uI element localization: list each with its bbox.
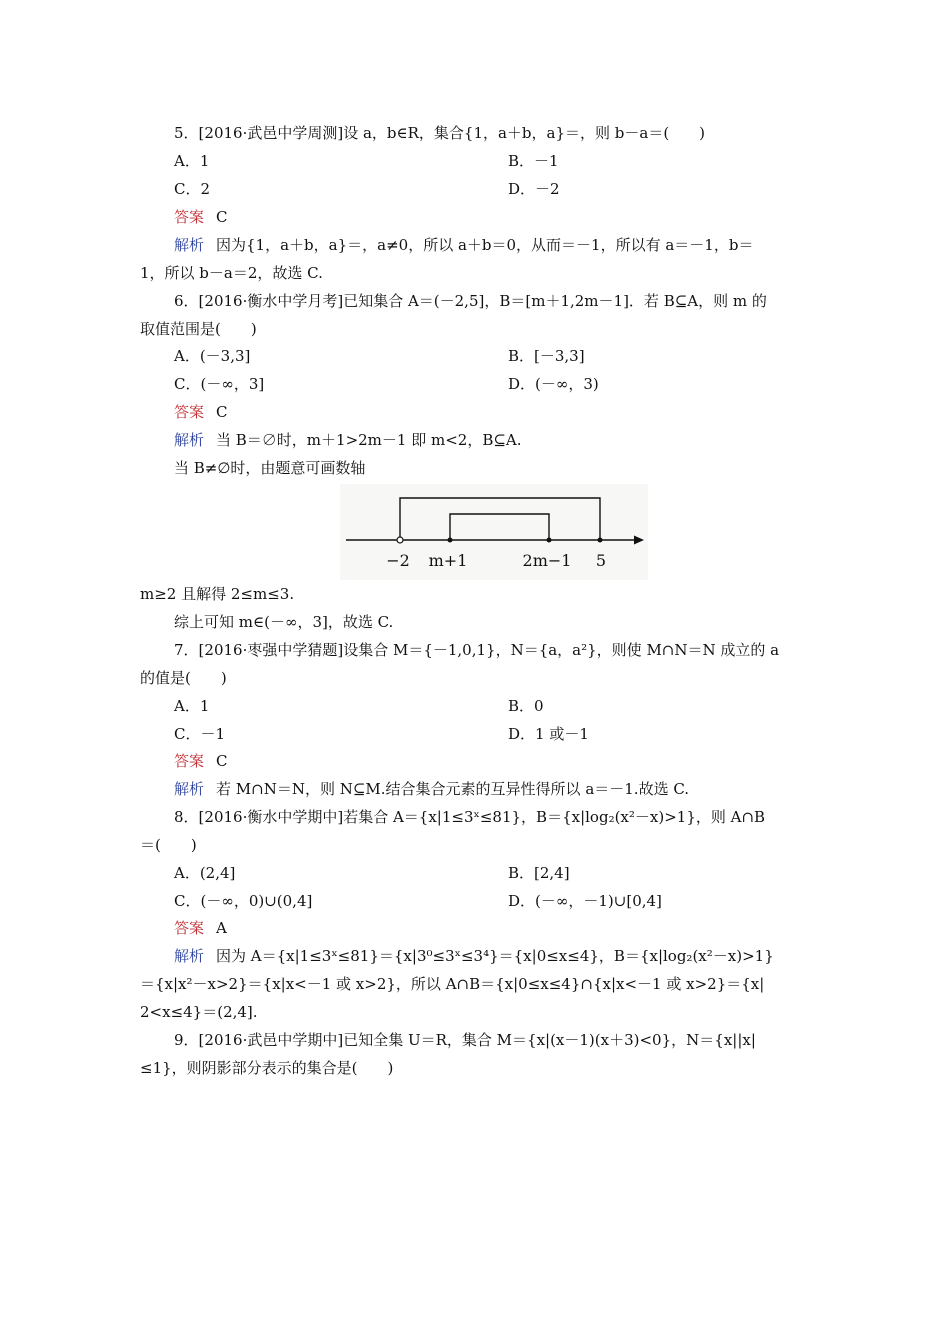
q8-option-a: A．(2,4]: [174, 864, 236, 882]
q6-stem-line-2: 取值范围是( ): [140, 320, 257, 338]
q8-analysis-line-1: [174, 946, 774, 966]
analysis-text: 因为 A＝{x|1≤3ˣ≤81}＝{x|3⁰≤3ˣ≤3⁴}＝{x|0≤x≤4}，B＝{x|log₂(x²－x)>1}: [216, 947, 774, 965]
q8-analysis-line-3: 2<x≤4}＝(2,4].: [140, 1003, 258, 1021]
label-minus2: −2: [386, 551, 410, 570]
point-5: [598, 538, 603, 543]
q5-analysis-line-1: [174, 235, 753, 255]
analysis-text: 若 M∩N＝N，则 N⊆M.结合集合元素的互异性得所以 a＝－1.故选 C.: [216, 780, 690, 798]
analysis-label: 解析: [174, 947, 205, 965]
analysis-label: 解析: [174, 431, 205, 449]
point-m-plus-1: [448, 538, 453, 543]
q7-stem-line-2: 的值是( ): [140, 669, 227, 687]
q9-stem-line-1: 9．[2016·武邑中学期中]已知全集 U＝R，集合 M＝{x|(x－1)(x＋3)<0}，N＝{x||x|: [174, 1031, 756, 1049]
analysis-label: 解析: [174, 236, 205, 254]
q5-answer: [174, 207, 228, 227]
answer-label: 答案: [174, 752, 205, 770]
label-m-plus-1: m+1: [428, 551, 468, 570]
answer-label: 答案: [174, 208, 205, 226]
open-point-minus2: [397, 537, 403, 543]
label-5: 5: [595, 551, 607, 570]
q6-option-a: A．(－3,3]: [174, 347, 251, 365]
q5-option-d: D．－2: [508, 180, 560, 198]
q5-analysis-line-2: 1，所以 b－a＝2，故选 C.: [140, 264, 323, 282]
answer-label: 答案: [174, 403, 205, 421]
q5-option-c: C．2: [174, 180, 211, 198]
q8-option-b: B．[2,4]: [508, 864, 570, 882]
q8-option-d: D．(－∞，－1)∪[0,4]: [508, 892, 662, 910]
q7-stem-line-1: 7．[2016·枣强中学猜题]设集合 M＝{－1,0,1}，N＝{a，a²}，则使 M∩N＝N 成立的 a: [174, 641, 780, 659]
q8-option-c: C．(－∞，0)∪(0,4]: [174, 892, 313, 910]
q5-option-b: B．－1: [508, 152, 559, 170]
q5-stem: 5．[2016·武邑中学周测]设 a，b∈R，集合{1，a＋b，a}＝，则 b－a＝( ): [174, 124, 706, 142]
q7-option-a: A．1: [174, 697, 210, 715]
q7-option-c: C．－1: [174, 725, 226, 743]
answer-value: C: [216, 752, 228, 770]
q7-option-b: B．0: [508, 697, 544, 715]
q8-answer: [174, 918, 227, 938]
q8-stem-line-1: 8．[2016·衡水中学期中]若集合 A＝{x|1≤3ˣ≤81}，B＝{x|log₂(x²－x)>1}，则 A∩B: [174, 808, 766, 826]
q8-stem-line-2: ＝( ): [140, 836, 197, 854]
point-2m-minus-1: [547, 538, 552, 543]
analysis-label: 解析: [174, 780, 205, 798]
q6-analysis-line-4: 综上可知 m∈(－∞，3]，故选 C.: [174, 613, 394, 631]
q6-analysis-line-2: 当 B≠∅时，由题意可画数轴: [174, 459, 366, 477]
q8-analysis-line-2: ＝{x|x²－x>2}＝{x|x<－1 或 x>2}，所以 A∩B＝{x|0≤x≤4}∩{x|x<－1 或 x>2}＝{x|: [140, 975, 765, 993]
q5-option-a: A．1: [174, 152, 210, 170]
q6-stem-line-1: 6．[2016·衡水中学月考]已知集合 A＝(－2,5]，B＝[m＋1,2m－1]．若 B⊆A，则 m 的: [174, 292, 767, 310]
number-line-figure: [340, 484, 648, 580]
analysis-text: 当 B＝∅时，m＋1>2m－1 即 m<2，B⊆A.: [216, 431, 522, 449]
q7-option-d: D．1 或－1: [508, 725, 589, 743]
q6-option-d: D．(－∞，3): [508, 375, 599, 393]
q6-analysis-line-3: m≥2 且解得 2≤m≤3.: [140, 585, 295, 603]
answer-value: A: [216, 919, 227, 937]
q6-answer: [174, 402, 228, 422]
answer-value: C: [216, 208, 228, 226]
q9-stem-line-2: ≤1}，则阴影部分表示的集合是( ): [140, 1059, 394, 1077]
q6-analysis-line-1: [174, 430, 522, 450]
q7-answer: [174, 751, 228, 771]
q6-option-b: B．[－3,3]: [508, 347, 585, 365]
answer-value: C: [216, 403, 228, 421]
label-2m-minus-1: 2m−1: [522, 551, 572, 570]
q7-analysis-line-1: [174, 779, 689, 799]
q6-option-c: C．(－∞，3]: [174, 375, 265, 393]
answer-label: 答案: [174, 919, 205, 937]
analysis-text: 因为{1，a＋b，a}＝，a≠0，所以 a＋b＝0，从而＝－1，所以有 a＝－1，b＝: [216, 236, 754, 254]
